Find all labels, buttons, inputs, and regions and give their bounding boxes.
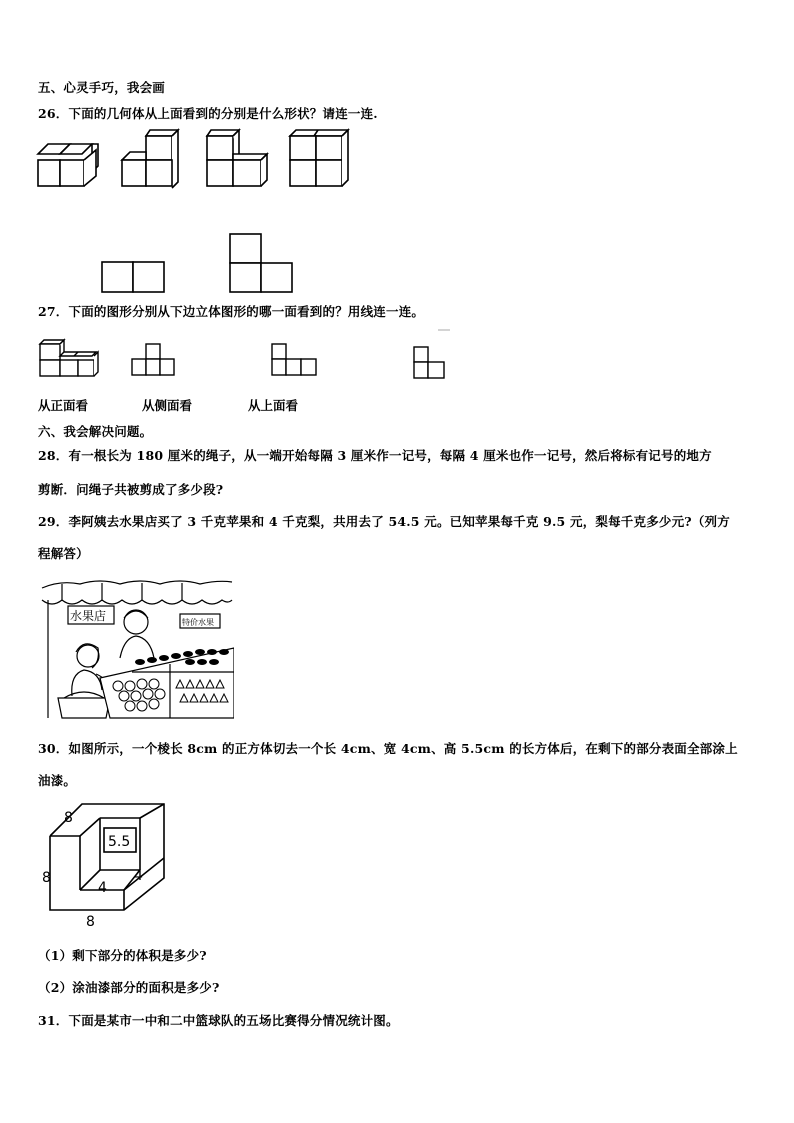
question-30-sub-2: （2）涂油漆部分的面积是多少? bbox=[38, 980, 220, 995]
q26-solid-2 bbox=[120, 128, 184, 190]
question-28-line-2: 剪断．问绳子共被剪成了多少段? bbox=[38, 482, 224, 497]
q26-solid-3 bbox=[205, 128, 269, 190]
q27-view-2 bbox=[270, 342, 320, 378]
label-top-view: 从上面看 bbox=[248, 398, 299, 413]
question-30-sub-1: （1）剩下部分的体积是多少? bbox=[38, 948, 207, 963]
q27-view-1 bbox=[130, 342, 178, 378]
q26-view-2 bbox=[228, 232, 294, 294]
dim-top: 8 bbox=[64, 810, 73, 826]
dim-inner-depth: 4 bbox=[134, 868, 143, 884]
label-front-view: 从正面看 bbox=[38, 398, 89, 413]
dim-left: 8 bbox=[42, 870, 51, 886]
fruit-shop-illustration bbox=[40, 578, 234, 722]
dim-bottom: 8 bbox=[86, 914, 95, 930]
q26-solid-4 bbox=[288, 128, 352, 190]
special-fruit-sign: 特价水果 bbox=[182, 618, 214, 627]
question-30-line-1: 30．如图所示，一个棱长 8cm 的正方体切去一个长 4cm、宽 4cm、高 5.5cm 的长方体后，在剩下的部分表面全部涂上 bbox=[38, 741, 738, 756]
shop-sign: 水果店 bbox=[70, 609, 107, 623]
label-side-view: 从侧面看 bbox=[142, 398, 193, 413]
question-28-line-1: 28．有一根长为 180 厘米的绳子，从一端开始每隔 3 厘米作一记号，每隔 4 厘米也作一记号，然后将标有记号的地方 bbox=[38, 448, 712, 463]
question-29-line-1: 29．李阿姨去水果店买了 3 千克苹果和 4 千克梨，共用去了 54.5 元。已知苹果每千克 9.5 元，梨每千克多少元?（列方 bbox=[38, 514, 730, 529]
q26-solid-1 bbox=[36, 142, 100, 190]
dim-inner-height: 5.5 bbox=[108, 834, 131, 850]
section-6-title: 六、我会解决问题。 bbox=[38, 424, 153, 439]
question-31-text: 31．下面是某市一中和二中篮球队的五场比赛得分情况统计图。 bbox=[38, 1013, 399, 1028]
question-30-line-2: 油漆。 bbox=[38, 773, 77, 788]
cut-cube-figure bbox=[40, 800, 170, 930]
question-27-text: 27．下面的图形分别从下边立体图形的哪一面看到的？用线连一连。 bbox=[38, 304, 425, 319]
q26-view-1 bbox=[100, 260, 166, 294]
q27-solid bbox=[38, 338, 100, 380]
section-5-title: 五、心灵手巧，我会画 bbox=[38, 80, 166, 95]
q27-view-3 bbox=[412, 328, 452, 382]
question-26-text: 26．下面的几何体从上面看到的分别是什么形状？请连一连. bbox=[38, 106, 378, 121]
dim-inner-width: 4 bbox=[98, 880, 107, 896]
question-29-line-2: 程解答） bbox=[38, 546, 89, 561]
